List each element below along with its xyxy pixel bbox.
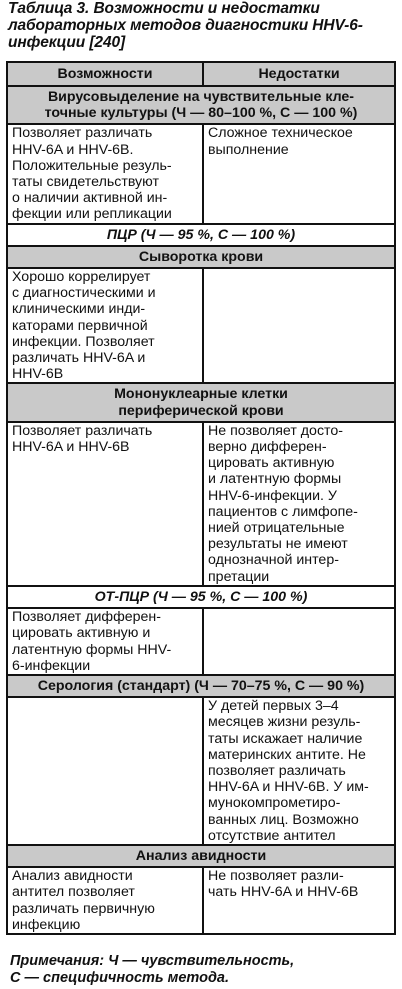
advantages-cell: Позволяет дифферен- цировать активную и латентную формы HHV- 6-инфекции	[7, 608, 203, 675]
advantages-cell: Позволяет различать HHV-6A и HHV-6B	[7, 422, 203, 586]
disadvantages-cell	[203, 268, 395, 383]
section-row	[7, 586, 395, 608]
advantages-cell: Анализ авидности антител позволяет различать первичную инфекцию	[7, 867, 203, 934]
disadvantages-cell: Не позволяет досто- верно дифферен- цировать активную и латентную формы HHV-6-инфекции. У пациентов с лимфопе- нией отрицательные результаты не имеют однозначной интер- претации	[203, 422, 395, 586]
methods-table	[6, 61, 396, 935]
header-advantages: Возможности	[7, 62, 203, 86]
section-title: Анализ авидности	[7, 845, 395, 867]
section-title: Вирусовыделение на чувствительные кле- точные культуры (Ч — 80–100 %, С — 100 %)	[7, 86, 395, 124]
table-row	[7, 867, 395, 934]
section-title: ОТ-ПЦР (Ч — 95 %, С — 100 %)	[7, 586, 395, 608]
advantages-cell: Позволяет различать HHV-6A и HHV-6B. Положительные резуль- таты свидетельствуют о наличии активной ин- фекции или репликации	[7, 124, 203, 223]
section-row	[7, 383, 395, 421]
section-title: Серология (стандарт) (Ч — 70–75 %, С — 90 %)	[7, 675, 395, 697]
section-row	[7, 86, 395, 124]
section-row	[7, 845, 395, 867]
table-row	[7, 422, 395, 586]
section-row	[7, 675, 395, 697]
section-row	[7, 246, 395, 268]
section-title: Сыворотка крови	[7, 246, 395, 268]
disadvantages-cell	[203, 608, 395, 675]
table-row	[7, 608, 395, 675]
table-header-row	[7, 62, 395, 86]
disadvantages-cell: У детей первых 3–4 месяцев жизни резуль- таты искажает наличие материнских антите. Не позволяет различать HHV-6A и HHV-6B. У им- мунокомпрометиро- ванных лиц. Возможно отсутствие антител	[203, 697, 395, 845]
table-row	[7, 124, 395, 223]
header-disadvantages: Недостатки	[203, 62, 395, 86]
table-row	[7, 268, 395, 383]
advantages-cell: Хорошо коррелирует с диагностическими и клиническими инди- каторами первичной инфекции. Позволяет различать HHV-6A и HHV-6B	[7, 268, 203, 383]
disadvantages-cell: Сложное техническое выполнение	[203, 124, 395, 223]
section-title: Мононуклеарные клетки периферической крови	[7, 383, 395, 421]
disadvantages-cell: Не позволяет разли- чать HHV-6A и HHV-6B	[203, 867, 395, 934]
section-title: ПЦР (Ч — 95 %, С — 100 %)	[7, 224, 395, 246]
advantages-cell	[7, 697, 203, 845]
table-row	[7, 697, 395, 845]
section-row	[7, 224, 395, 246]
table-footnote: Примечания: Ч — чувствительность, С — специфичность метода.	[10, 953, 295, 986]
table-caption: Таблица 3. Возможности и недостатки лабораторных методов диагностики HHV-6- инфекции [240]	[8, 0, 363, 51]
